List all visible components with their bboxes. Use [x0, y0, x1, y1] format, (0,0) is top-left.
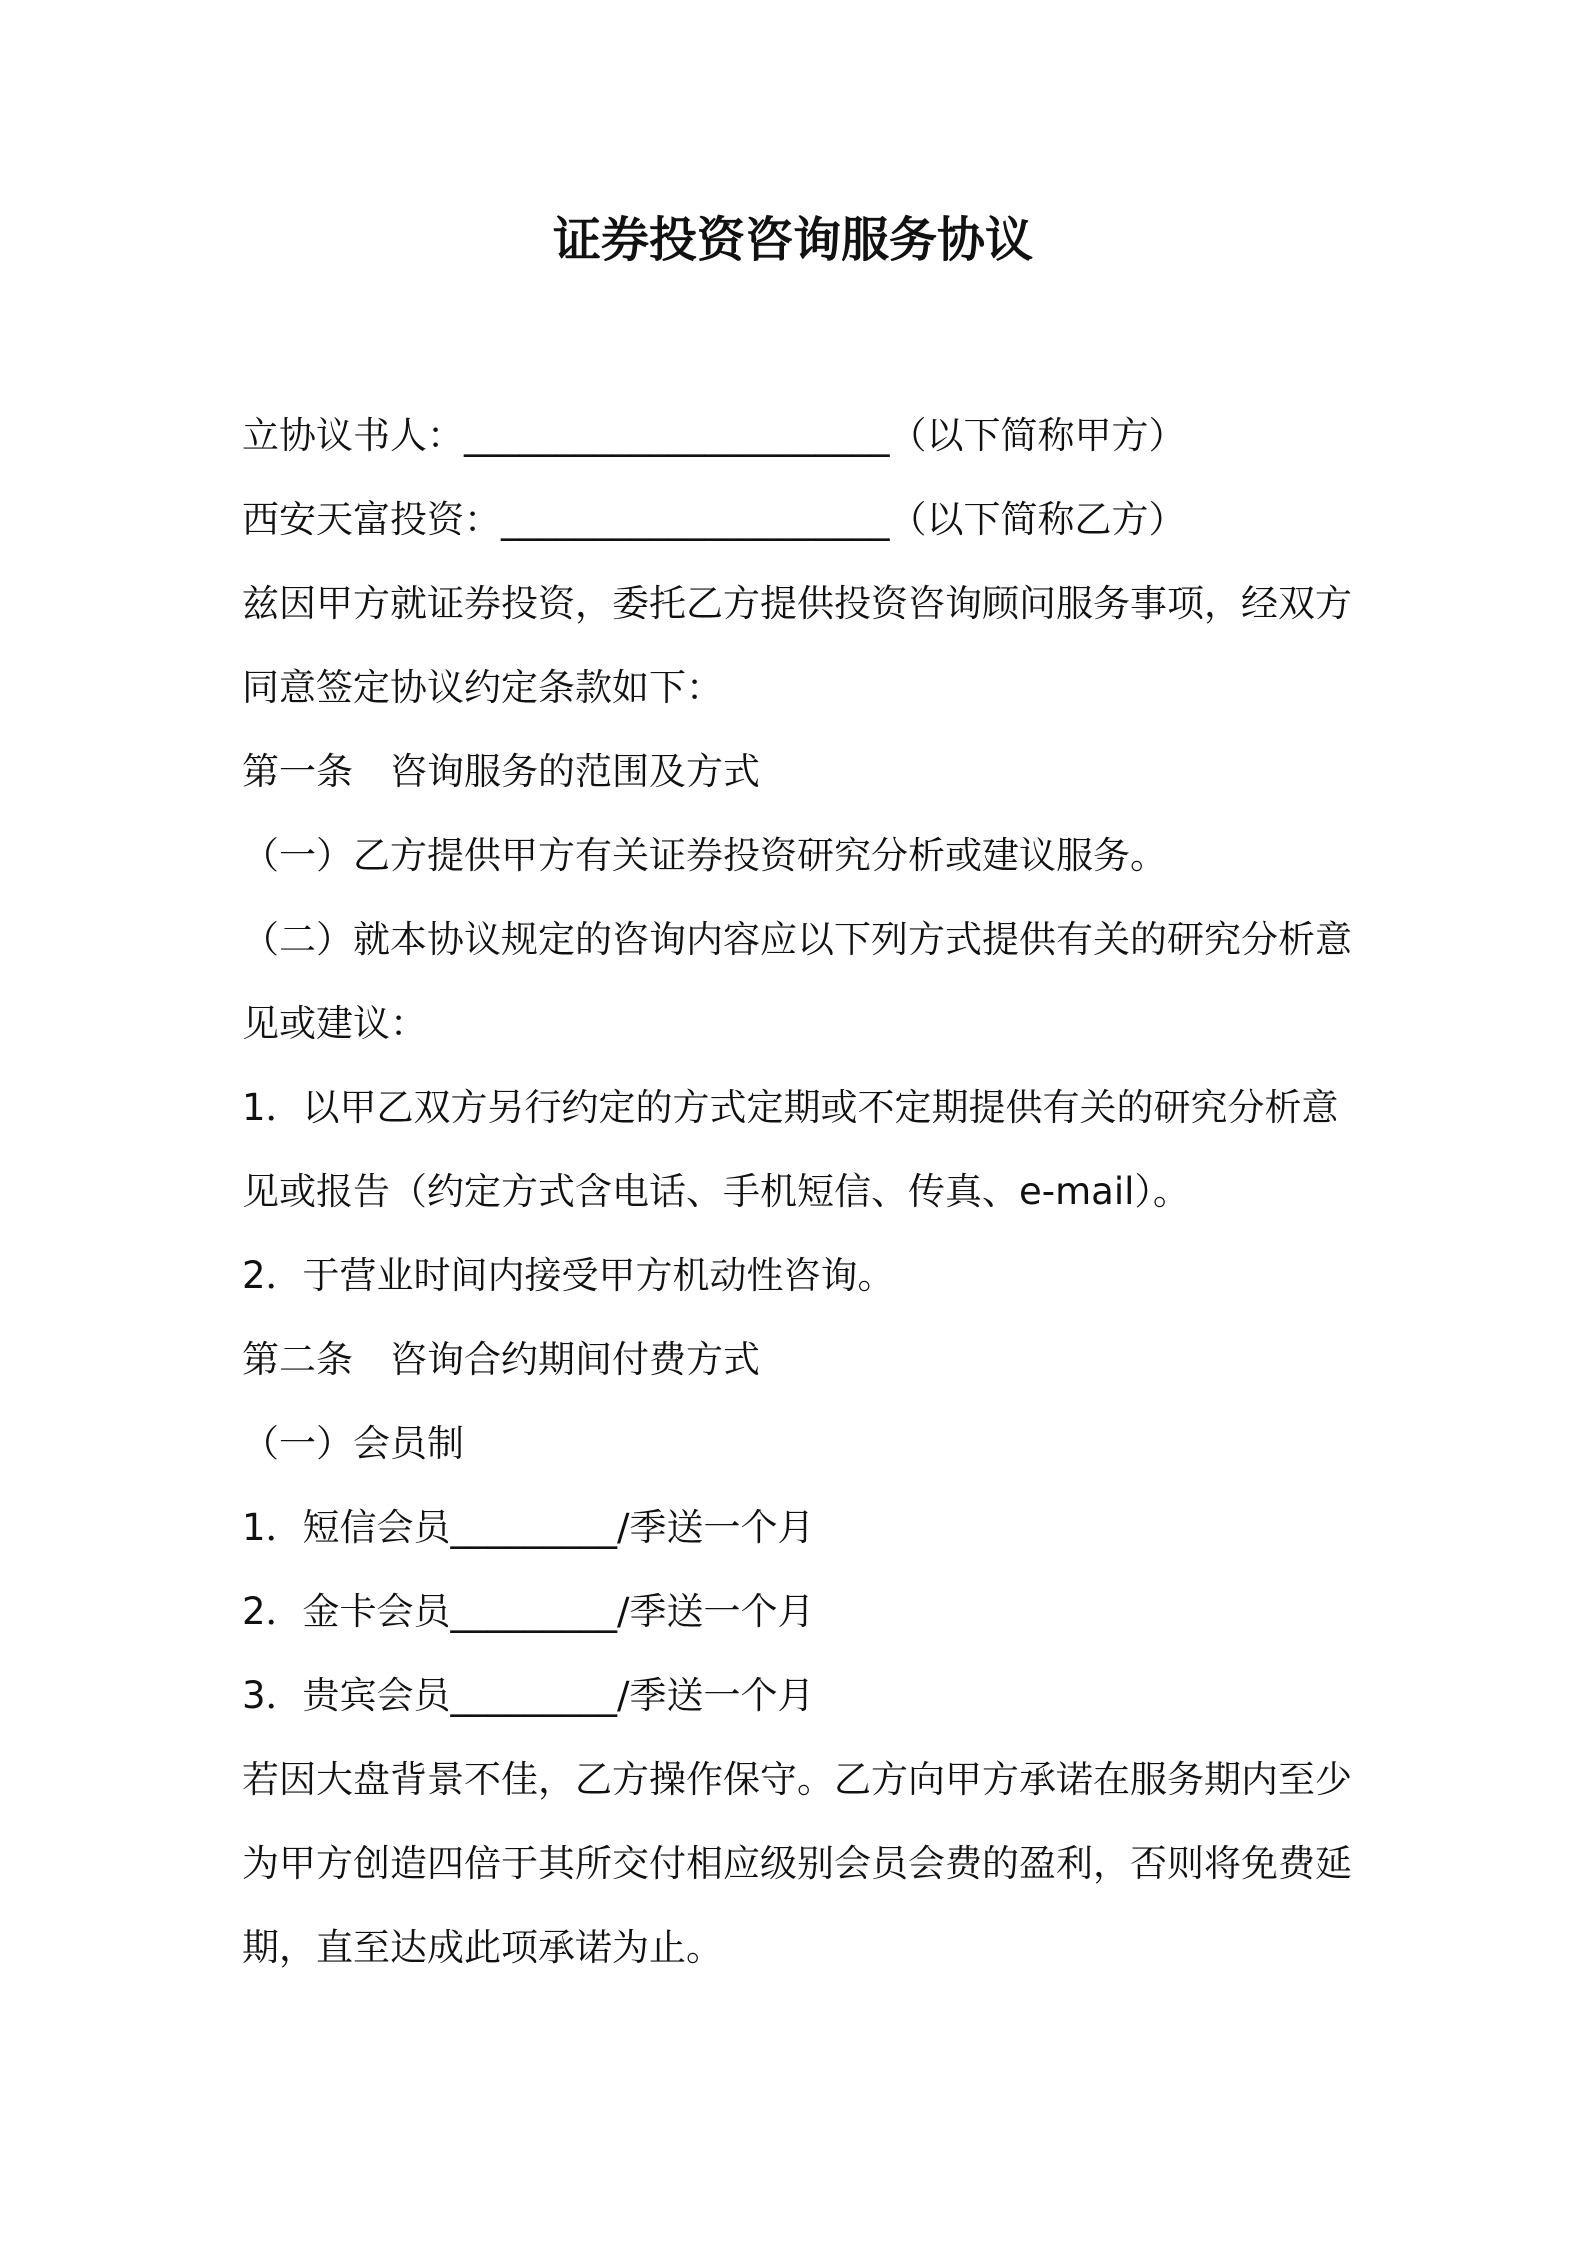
- document-body: [242, 408, 1362, 2004]
- membership-vip: 3．贵宾会员_________/季送一个月: [242, 1674, 815, 1717]
- article-2-item-1: （一）会员制: [242, 1422, 464, 1465]
- party-b-line: 西安天富投资：_____________________（以下简称乙方）: [242, 498, 1186, 541]
- commitment-line-3: 期，直至达成此项承诺为止。: [242, 1926, 723, 1969]
- article-2-heading: 第二条 咨询合约期间付费方式: [242, 1338, 760, 1381]
- membership-gold-card: 2．金卡会员_________/季送一个月: [242, 1590, 815, 1633]
- preamble-line-2: 同意签定协议约定条款如下：: [242, 666, 723, 709]
- commitment-line-1: 若因大盘背景不佳，乙方操作保守。乙方向甲方承诺在服务期内至少: [242, 1758, 1352, 1801]
- article-1-subitem-2: 2．于营业时间内接受甲方机动性咨询。: [242, 1254, 895, 1297]
- article-1-subitem-1-line-2: 见或报告（约定方式含电话、手机短信、传真、e-mail）。: [242, 1170, 1190, 1213]
- article-1-subitem-1-line-1: 1．以甲乙双方另行约定的方式定期或不定期提供有关的研究分析意: [242, 1086, 1339, 1129]
- commitment-line-2: 为甲方创造四倍于其所交付相应级别会员会费的盈利，否则将免费延: [242, 1842, 1352, 1885]
- article-1-heading: 第一条 咨询服务的范围及方式: [242, 750, 760, 793]
- party-a-line: 立协议书人：_______________________（以下简称甲方）: [242, 414, 1186, 457]
- article-1-item-2-line-2: 见或建议：: [242, 1002, 427, 1045]
- article-1-item-2-line-1: （二）就本协议规定的咨询内容应以下列方式提供有关的研究分析意: [242, 918, 1352, 961]
- article-1-item-1: （一）乙方提供甲方有关证券投资研究分析或建议服务。: [242, 834, 1167, 877]
- document-title: 证券投资咨询服务协议: [552, 212, 1033, 268]
- membership-sms: 1．短信会员_________/季送一个月: [242, 1506, 815, 1549]
- preamble-line-1: 兹因甲方就证券投资，委托乙方提供投资咨询顾问服务事项，经双方: [242, 582, 1352, 625]
